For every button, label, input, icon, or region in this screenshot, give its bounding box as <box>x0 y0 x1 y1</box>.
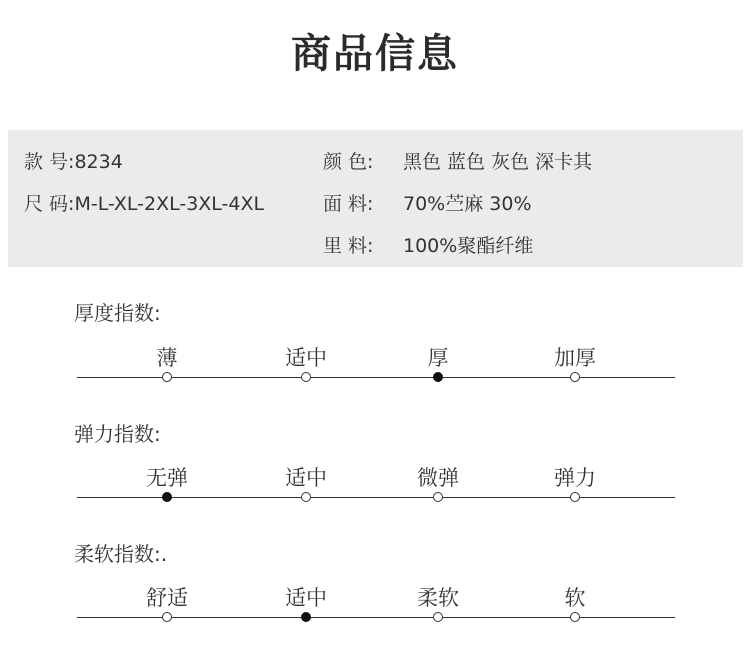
scale-marker <box>570 612 580 622</box>
page-title: 商品信息 <box>291 30 459 77</box>
scale-marker <box>301 492 311 502</box>
product-info-panel <box>8 130 743 267</box>
scale-option: 舒适 <box>146 586 188 610</box>
scale-marker <box>433 372 443 382</box>
color-row <box>323 147 592 174</box>
size-row <box>24 189 264 216</box>
scale-option: 微弹 <box>417 466 459 490</box>
thickness-index-label: 厚度指数: <box>74 301 161 325</box>
scale-option: 厚 <box>427 346 449 370</box>
fabric-value: 70%苎麻 30% <box>403 193 532 215</box>
scale-marker <box>433 492 443 502</box>
scale-option: 适中 <box>285 586 327 610</box>
scale-option: 适中 <box>285 466 327 490</box>
lining-label: 里 料: <box>323 235 374 257</box>
scale-marker <box>570 492 580 502</box>
lining-value: 100%聚酯纤维 <box>403 235 534 257</box>
scale-option: 无弹 <box>146 466 188 490</box>
softness-scale <box>0 580 750 640</box>
thickness-scale <box>0 340 750 400</box>
scale-marker <box>162 612 172 622</box>
scale-option: 柔软 <box>417 586 459 610</box>
scale-option: 加厚 <box>554 346 596 370</box>
scale-option: 软 <box>564 586 586 610</box>
scale-marker <box>301 372 311 382</box>
style-number-value: 8234 <box>74 151 123 173</box>
softness-index-label: 柔软指数:. <box>74 542 168 566</box>
lining-row <box>323 231 533 258</box>
scale-marker <box>301 612 311 622</box>
scale-marker <box>162 372 172 382</box>
scale-option: 适中 <box>285 346 327 370</box>
scale-option: 薄 <box>156 346 178 370</box>
style-number-label: 款 号: <box>24 151 75 173</box>
fabric-row <box>323 189 532 216</box>
color-label: 颜 色: <box>323 151 374 173</box>
color-value: 黑色 蓝色 灰色 深卡其 <box>403 151 593 173</box>
size-value: M-L-XL-2XL-3XL-4XL <box>74 193 265 215</box>
size-label: 尺 码: <box>24 193 75 215</box>
scale-marker <box>570 372 580 382</box>
scale-marker <box>162 492 172 502</box>
scale-marker <box>433 612 443 622</box>
elasticity-index-label: 弹力指数: <box>74 422 161 446</box>
style-number-row <box>24 147 123 174</box>
elasticity-scale <box>0 460 750 520</box>
scale-option: 弹力 <box>554 466 596 490</box>
fabric-label: 面 料: <box>323 193 374 215</box>
